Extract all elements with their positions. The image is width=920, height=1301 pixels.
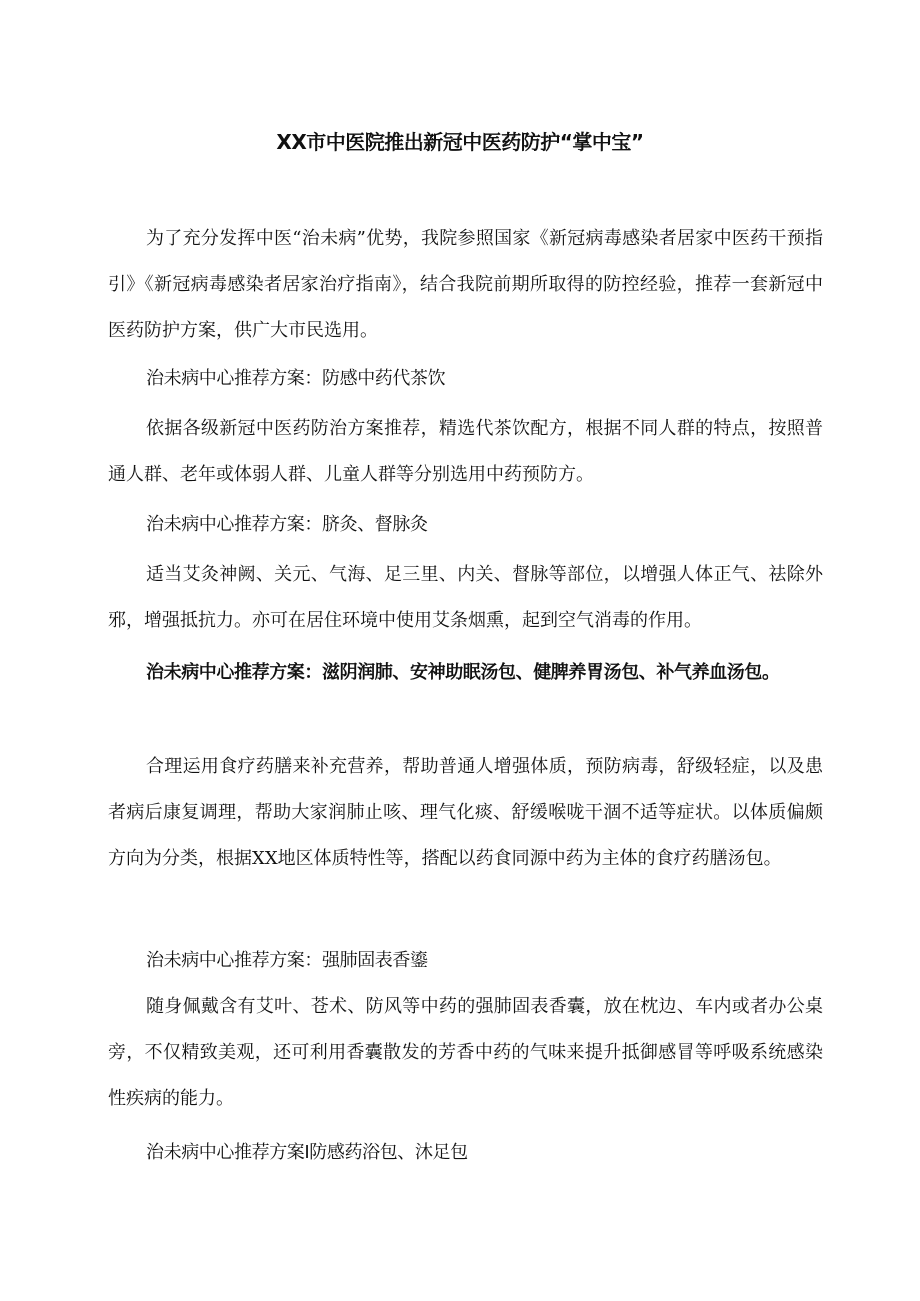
- heading-bath-pack: 治未病中心推荐方案I防感药浴包、沐足包: [146, 1142, 468, 1163]
- heading-tea: 治未病中心推荐方案：防感中药代茶饮: [146, 368, 446, 389]
- sachet-paragraph: 随身佩戴含有艾叶、苍术、防风等中药的强肺固表香囊，放在枕边、车内或者办公桌旁，不仅精致美观，还可利用香囊散发的芳香中药的气味来提升抵御感冒等呼吸系统感染性疾病的能力。: [108, 996, 823, 1109]
- heading-soup-packs-text: 治未病中心推荐方案：滋阴润肺、安神助眠汤包、健脾养胃汤包、补气养血汤包。: [146, 662, 780, 683]
- tea-paragraph: 依据各级新冠中医药防治方案推荐，精选代茶饮配方，根据不同人群的特点，按照普通人群、老年或体弱人群、儿童人群等分别选用中药预防方。: [108, 418, 823, 485]
- document-title: XX市中医院推出新冠中医药防护“掌中宝”: [276, 130, 644, 154]
- heading-sachet: 治未病中心推荐方案：强肺固表香鎏: [146, 950, 428, 971]
- moxibustion-paragraph: 适当艾灸神阙、关元、气海、足三里、内关、督脉等部位，以增强人体正气、祛除外邪，增强抵抗力。亦可在居住环境中使用艾条烟熏，起到空气消毒的作用。: [108, 564, 823, 631]
- soup-paragraph: 合理运用食疗药膳来补充营养，帮助普通人增强体质，预防病毒，舒级轻症，以及患者病后康复调理，帮助大家润肺止咳、理气化痰、舒缓喉咙干涸不适等症状。以体质偏颇方向为分类，根据XX地区体质特性等，搭配以药食同源中药为主体的食疗药膳汤包。: [108, 756, 823, 869]
- intro-paragraph: 为了充分发挥中医“治未病”优势，我院参照国家《新冠病毒感染者居家中医药干预指引》《新冠病毒感染者居家治疗指南》，结合我院前期所取得的防控经验，推荐一套新冠中医药防护方案，供广大市民选用。: [108, 228, 823, 341]
- heading-soup-packs: [108, 650, 823, 696]
- heading-moxibustion: 治未病中心推荐方案：脐灸、督脉灸: [146, 514, 428, 535]
